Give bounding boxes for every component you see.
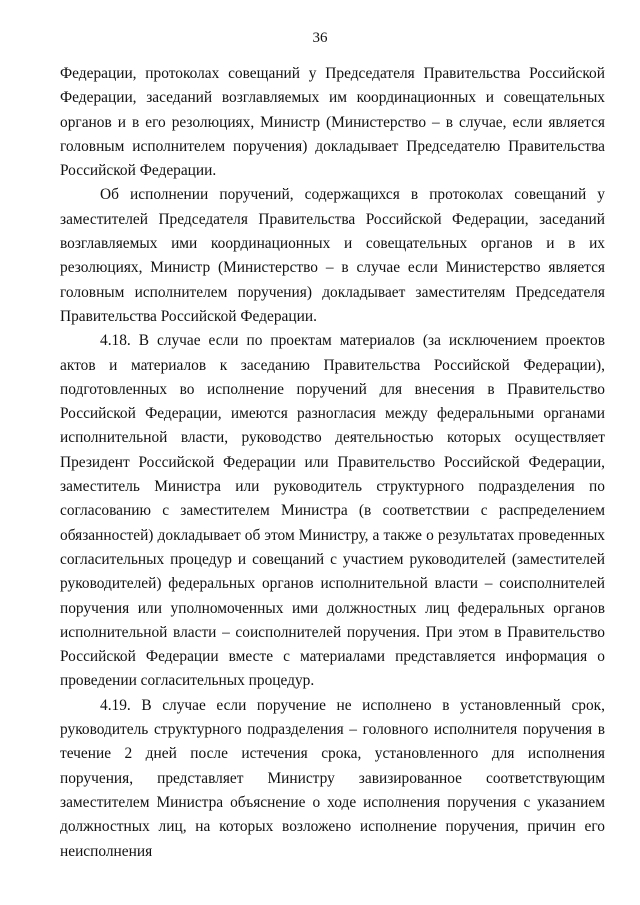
paragraph-4-18: 4.18. В случае если по проектам материалов (за исключением проектов актов и материалов к заседанию Правительства Российской Федерации), подготовленных во исполнение поручений для внесения в Правительство Российской Федерации, имеются разногласия между федеральными органами исполнительной власти, руководство деятельностью которых осуществляет Президент Российской Федерации или Правительство Российской Федерации, заместитель Министра или руководитель структурного подразделения по согласованию с заместителем Министра (в соответствии с распределением обязанностей) докладывает об этом Министру, а также о результатах проведенных согласительных процедур и совещаний с участием руководителей (заместителей руководителей) федеральных органов исполнительной власти – соисполнителей поручения или уполномоченных ими должностных лиц федеральных органов исполнительной власти – соисполнителей поручения. При этом в Правительство Российской Федерации вместе с материалами представляется информация о проведении согласительных процедур.: [60, 332, 605, 690]
paragraph-4-19: 4.19. В случае если поручение не исполнено в установленный срок, руководитель структурного подразделения – головного исполнителя поручения в течение 2 дней после истечения срока, установленного для исполнения поручения, представляет Министру завизированное соответствующим заместителем Министра объяснение о ходе исполнения поручения с указанием должностных лиц, на которых возложено исполнение поручения, причин его неисполнения: [60, 696, 605, 860]
paragraph-deputy-reports: Об исполнении поручений, содержащихся в протоколах совещаний у заместителей Председателя Правительства Российской Федерации, заседаний возглавляемых ими координационных и совещательных органов и в их резолюциях, Министр (Министерство – в случае если Министерство является головным исполнителем поручения) докладывает заместителям Председателя Правительства Российской Федерации.: [60, 186, 605, 325]
paragraph-continuation: Федерации, протоколах совещаний у Председателя Правительства Российской Федерации, заседаний возглавляемых им координационных и совещательных органов и в его резолюциях, Министр (Министерство – в случае, если является головным исполнителем поручения) докладывает Председателю Правительства Российской Федерации.: [60, 65, 605, 180]
page-number: 36: [312, 30, 328, 46]
document-body: [60, 62, 605, 864]
